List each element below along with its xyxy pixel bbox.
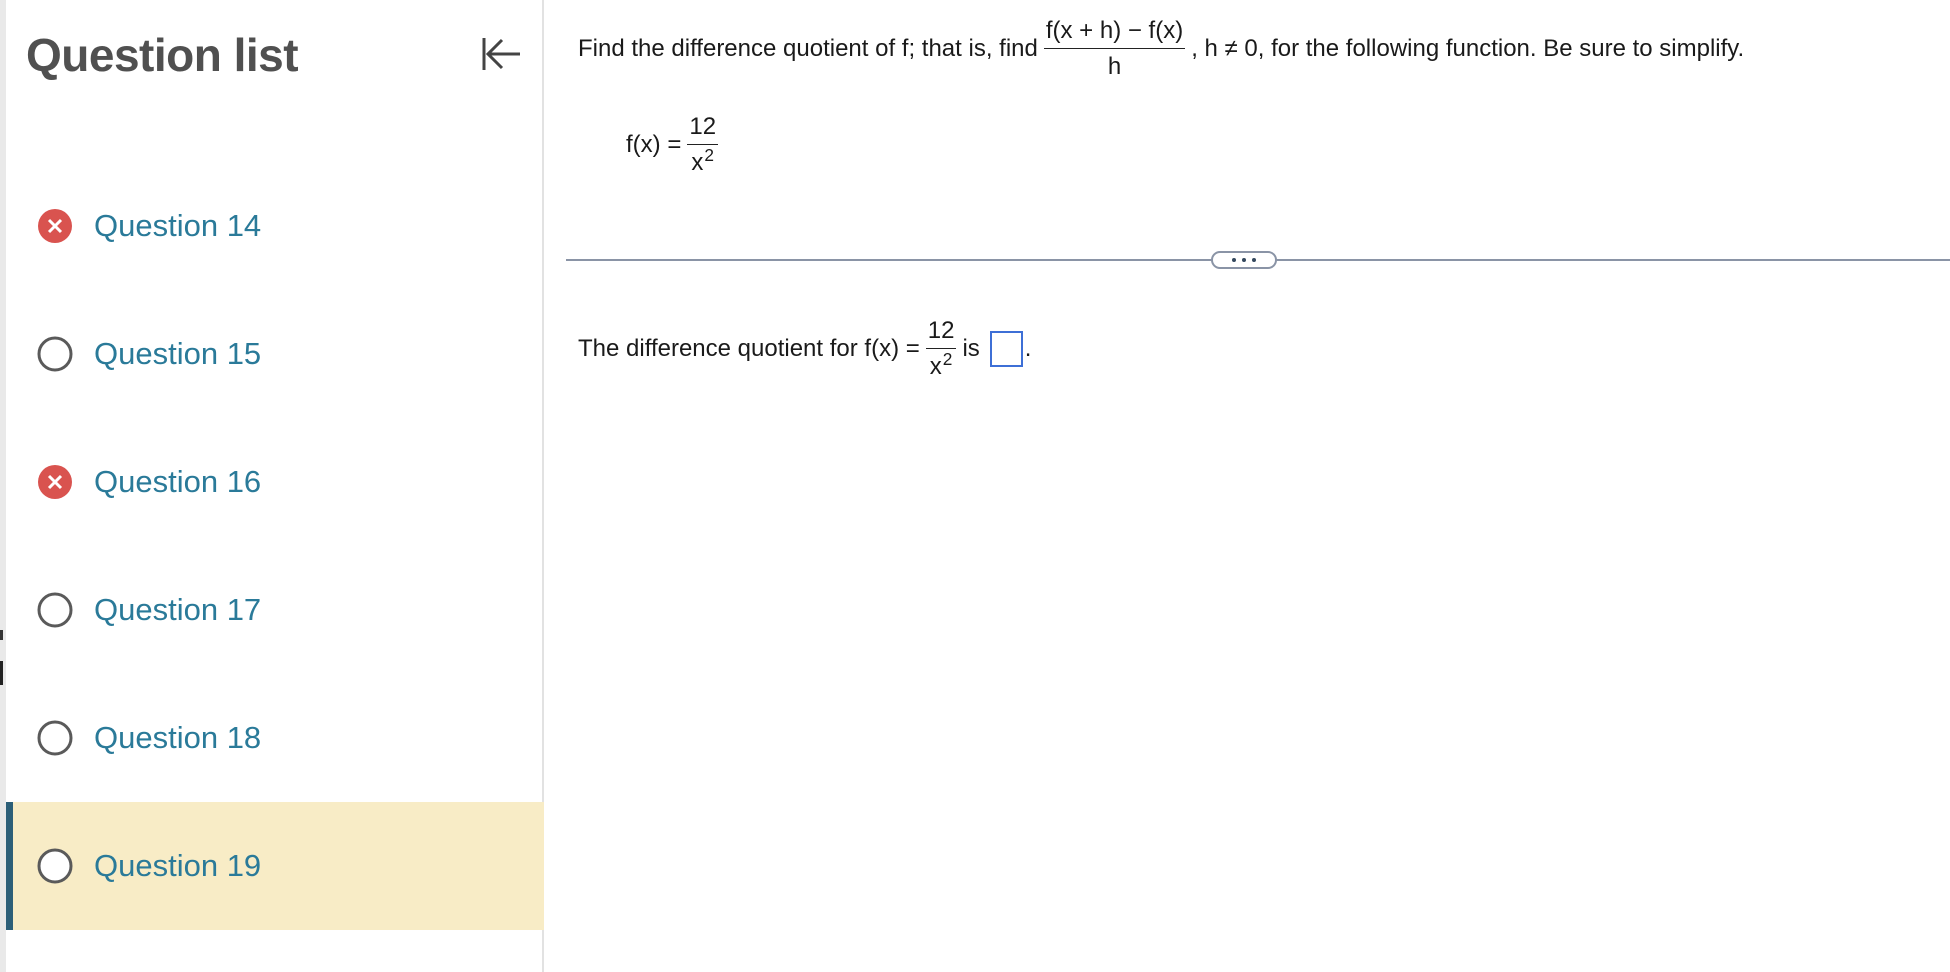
- sidebar-title: Question list: [26, 29, 299, 81]
- incorrect-x-icon: [36, 463, 74, 501]
- answer-period: .: [1024, 335, 1032, 363]
- more-options-button[interactable]: [1211, 251, 1277, 269]
- prompt-text: Find the difference quotient of f; that is, find: [578, 35, 1038, 62]
- answer-denominator: [930, 349, 953, 380]
- question-item-19[interactable]: [6, 802, 544, 930]
- question-panel: [566, 0, 1950, 972]
- empty-circle-icon: [36, 719, 74, 757]
- den-exponent: 2: [704, 144, 714, 165]
- question-prompt: [578, 14, 1744, 84]
- answer-input-box[interactable]: [990, 331, 1023, 367]
- quotient-numerator: f(x + h) − f(x): [1044, 18, 1185, 49]
- question-item-18[interactable]: [6, 674, 544, 802]
- question-list-sidebar: [6, 0, 544, 972]
- answer-text: The difference quotient for f(x) =: [578, 335, 920, 363]
- question-item-label: Question 15: [94, 336, 262, 371]
- edge-mark: [0, 630, 3, 640]
- function-numerator: 12: [687, 114, 718, 145]
- question-list: [6, 162, 544, 930]
- more-dots-icon: [1232, 258, 1236, 262]
- answer-row: [578, 318, 1031, 381]
- prompt-text-after: , h ≠ 0, for the following function. Be sure to simplify.: [1191, 35, 1745, 62]
- question-item-15[interactable]: [6, 290, 544, 418]
- function-denominator: [691, 145, 714, 176]
- question-item-label: Question 16: [94, 464, 262, 499]
- question-item-label: Question 19: [94, 848, 262, 883]
- edge-mark: [0, 661, 3, 685]
- function-definition: [626, 114, 724, 177]
- function-lhs: f(x) =: [626, 131, 682, 159]
- den-base: x: [691, 149, 704, 177]
- den-base: x: [929, 353, 942, 381]
- empty-circle-icon: [36, 335, 74, 373]
- answer-numerator: 12: [926, 318, 957, 349]
- answer-function-fraction: [926, 318, 957, 381]
- question-item-label: Question 14: [94, 208, 262, 243]
- question-item-14[interactable]: [6, 162, 544, 290]
- question-item-17[interactable]: [6, 546, 544, 674]
- question-item-label: Question 17: [94, 592, 262, 627]
- incorrect-x-icon: [36, 207, 74, 245]
- collapse-left-icon: [476, 30, 524, 78]
- question-item-label: Question 18: [94, 720, 262, 755]
- question-item-16[interactable]: [6, 418, 544, 546]
- collapse-sidebar-button[interactable]: [474, 28, 526, 80]
- answer-is-text: is: [962, 335, 980, 363]
- difference-quotient-fraction: [1044, 18, 1185, 81]
- den-exponent: 2: [942, 348, 953, 369]
- sidebar-header: [26, 22, 536, 92]
- quotient-denominator: h: [1107, 53, 1122, 80]
- function-fraction: [687, 114, 718, 177]
- empty-circle-icon: [36, 847, 74, 885]
- empty-circle-icon: [36, 591, 74, 629]
